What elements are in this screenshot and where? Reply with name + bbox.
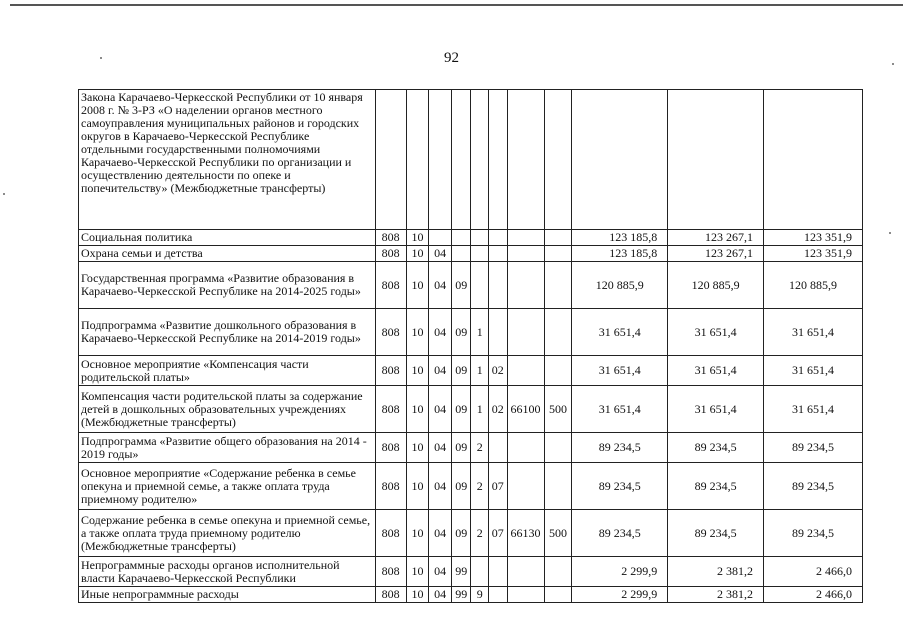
code-cell bbox=[544, 463, 572, 510]
amount-cell: 89 234,5 bbox=[764, 433, 863, 463]
amount-cell: 123 351,9 bbox=[764, 230, 863, 246]
code-cell bbox=[544, 309, 572, 356]
row-name-cell: Охрана семьи и детства bbox=[79, 246, 376, 262]
code-cell: 1 bbox=[471, 356, 489, 386]
code-cell bbox=[488, 90, 507, 230]
code-cell bbox=[544, 356, 572, 386]
amount-cell: 120 885,9 bbox=[572, 262, 668, 309]
scan-speck bbox=[3, 193, 5, 195]
code-cell bbox=[507, 433, 544, 463]
amount-cell: 123 185,8 bbox=[572, 246, 668, 262]
code-cell: 09 bbox=[451, 356, 471, 386]
code-cell bbox=[429, 90, 452, 230]
code-cell: 10 bbox=[406, 309, 429, 356]
row-name-cell: Иные непрограммные расходы bbox=[79, 587, 376, 603]
scan-speck bbox=[889, 232, 891, 234]
amount-cell bbox=[764, 90, 863, 230]
code-cell bbox=[488, 587, 507, 603]
code-cell bbox=[507, 262, 544, 309]
code-cell bbox=[544, 557, 572, 587]
amount-cell: 31 651,4 bbox=[668, 309, 764, 356]
code-cell: 10 bbox=[406, 356, 429, 386]
table-row bbox=[79, 386, 863, 433]
code-cell bbox=[406, 90, 429, 230]
code-cell bbox=[507, 356, 544, 386]
table-body bbox=[79, 90, 863, 603]
code-cell: 808 bbox=[375, 386, 406, 433]
code-cell: 02 bbox=[488, 356, 507, 386]
code-cell: 10 bbox=[406, 246, 429, 262]
code-cell bbox=[507, 309, 544, 356]
code-cell bbox=[488, 433, 507, 463]
code-cell: 66130 bbox=[507, 510, 544, 557]
code-cell: 09 bbox=[451, 433, 471, 463]
amount-cell: 89 234,5 bbox=[572, 433, 668, 463]
code-cell: 04 bbox=[429, 356, 452, 386]
code-cell: 04 bbox=[429, 587, 452, 603]
code-cell bbox=[544, 587, 572, 603]
code-cell: 10 bbox=[406, 262, 429, 309]
code-cell bbox=[488, 262, 507, 309]
amount-cell bbox=[572, 90, 668, 230]
table-row bbox=[79, 557, 863, 587]
code-cell: 66100 bbox=[507, 386, 544, 433]
code-cell bbox=[451, 90, 471, 230]
code-cell: 808 bbox=[375, 309, 406, 356]
amount-cell: 120 885,9 bbox=[668, 262, 764, 309]
code-cell: 2 bbox=[471, 463, 489, 510]
table-row bbox=[79, 433, 863, 463]
row-name-cell: Непрограммные расходы органов исполнительной власти Карачаево-Черкесской Республики bbox=[79, 557, 376, 587]
code-cell: 04 bbox=[429, 433, 452, 463]
code-cell bbox=[544, 246, 572, 262]
code-cell bbox=[429, 230, 452, 246]
amount-cell: 123 185,8 bbox=[572, 230, 668, 246]
amount-cell: 2 381,2 bbox=[668, 587, 764, 603]
code-cell: 808 bbox=[375, 230, 406, 246]
code-cell: 500 bbox=[544, 386, 572, 433]
code-cell: 2 bbox=[471, 433, 489, 463]
amount-cell: 31 651,4 bbox=[668, 386, 764, 433]
row-name-cell: Основное мероприятие «Компенсация части родительской платы» bbox=[79, 356, 376, 386]
code-cell: 808 bbox=[375, 246, 406, 262]
code-cell: 10 bbox=[406, 463, 429, 510]
code-cell: 2 bbox=[471, 510, 489, 557]
scan-top-edge bbox=[10, 4, 903, 6]
code-cell: 07 bbox=[488, 510, 507, 557]
code-cell: 04 bbox=[429, 510, 452, 557]
code-cell: 808 bbox=[375, 356, 406, 386]
code-cell bbox=[507, 230, 544, 246]
code-cell bbox=[544, 90, 572, 230]
page-number: 92 bbox=[444, 50, 459, 66]
code-cell: 09 bbox=[451, 309, 471, 356]
code-cell: 500 bbox=[544, 510, 572, 557]
amount-cell: 89 234,5 bbox=[668, 510, 764, 557]
code-cell: 10 bbox=[406, 557, 429, 587]
code-cell bbox=[544, 230, 572, 246]
amount-cell: 2 466,0 bbox=[764, 587, 863, 603]
code-cell: 808 bbox=[375, 557, 406, 587]
row-name-cell: Государственная программа «Развитие образования в Карачаево-Черкесской Республике на 2014-2025 годы» bbox=[79, 262, 376, 309]
code-cell: 1 bbox=[471, 309, 489, 356]
code-cell: 04 bbox=[429, 262, 452, 309]
amount-cell: 89 234,5 bbox=[764, 510, 863, 557]
code-cell: 808 bbox=[375, 433, 406, 463]
row-name-cell: Компенсация части родительской платы за содержание детей в дошкольных образовательных учреждениях (Межбюджетные трансферты) bbox=[79, 386, 376, 433]
amount-cell: 2 299,9 bbox=[572, 587, 668, 603]
code-cell: 09 bbox=[451, 463, 471, 510]
amount-cell: 89 234,5 bbox=[764, 463, 863, 510]
code-cell: 99 bbox=[451, 587, 471, 603]
code-cell: 07 bbox=[488, 463, 507, 510]
table-row bbox=[79, 463, 863, 510]
table-row bbox=[79, 510, 863, 557]
code-cell bbox=[471, 557, 489, 587]
code-cell: 04 bbox=[429, 386, 452, 433]
code-cell bbox=[507, 587, 544, 603]
table-row bbox=[79, 262, 863, 309]
code-cell: 808 bbox=[375, 587, 406, 603]
amount-cell: 89 234,5 bbox=[668, 433, 764, 463]
budget-table bbox=[78, 89, 863, 603]
amount-cell: 31 651,4 bbox=[764, 356, 863, 386]
code-cell bbox=[544, 433, 572, 463]
code-cell: 10 bbox=[406, 510, 429, 557]
amount-cell: 2 466,0 bbox=[764, 557, 863, 587]
code-cell: 04 bbox=[429, 246, 452, 262]
amount-cell: 31 651,4 bbox=[572, 356, 668, 386]
code-cell: 808 bbox=[375, 262, 406, 309]
code-cell bbox=[507, 557, 544, 587]
amount-cell: 31 651,4 bbox=[764, 386, 863, 433]
amount-cell: 2 299,9 bbox=[572, 557, 668, 587]
code-cell bbox=[507, 90, 544, 230]
row-name-cell: Подпрограмма «Развитие дошкольного образования в Карачаево-Черкесской Республике на 2014-2019 годы» bbox=[79, 309, 376, 356]
code-cell bbox=[471, 262, 489, 309]
code-cell: 04 bbox=[429, 557, 452, 587]
amount-cell: 89 234,5 bbox=[572, 463, 668, 510]
code-cell: 09 bbox=[451, 386, 471, 433]
code-cell bbox=[471, 90, 489, 230]
table-row bbox=[79, 246, 863, 262]
amount-cell: 123 267,1 bbox=[668, 246, 764, 262]
code-cell bbox=[375, 90, 406, 230]
amount-cell: 31 651,4 bbox=[764, 309, 863, 356]
code-cell bbox=[471, 246, 489, 262]
row-name-cell: Социальная политика bbox=[79, 230, 376, 246]
code-cell: 04 bbox=[429, 463, 452, 510]
code-cell bbox=[471, 230, 489, 246]
code-cell: 1 bbox=[471, 386, 489, 433]
row-name-cell: Закона Карачаево-Черкесской Республики от 10 января 2008 г. № 3-РЗ «О наделении органов местного самоуправления муниципальных районов и городских округов в Карачаево-Черкесской Республике отдельными государственными полномочиями Карачаево-Черкесской Республики по организации и осуществлению деятельности по опеке и попечительству» (Межбюджетные трансферты) bbox=[79, 90, 376, 230]
table-row bbox=[79, 90, 863, 230]
code-cell: 10 bbox=[406, 386, 429, 433]
row-name-cell: Содержание ребенка в семье опекуна и приемной семье, а также оплата труда приемному родителю (Межбюджетные трансферты) bbox=[79, 510, 376, 557]
code-cell: 10 bbox=[406, 433, 429, 463]
amount-cell: 31 651,4 bbox=[572, 386, 668, 433]
table-row bbox=[79, 587, 863, 603]
code-cell bbox=[451, 230, 471, 246]
code-cell bbox=[488, 230, 507, 246]
code-cell: 808 bbox=[375, 510, 406, 557]
code-cell bbox=[488, 557, 507, 587]
code-cell: 808 bbox=[375, 463, 406, 510]
table-row bbox=[79, 309, 863, 356]
code-cell: 09 bbox=[451, 262, 471, 309]
amount-cell bbox=[668, 90, 764, 230]
code-cell bbox=[488, 309, 507, 356]
amount-cell: 123 351,9 bbox=[764, 246, 863, 262]
table-row bbox=[79, 230, 863, 246]
row-name-cell: Подпрограмма «Развитие общего образования на 2014 - 2019 годы» bbox=[79, 433, 376, 463]
amount-cell: 31 651,4 bbox=[572, 309, 668, 356]
amount-cell: 123 267,1 bbox=[668, 230, 764, 246]
amount-cell: 120 885,9 bbox=[764, 262, 863, 309]
code-cell: 04 bbox=[429, 309, 452, 356]
amount-cell: 89 234,5 bbox=[668, 463, 764, 510]
amount-cell: 2 381,2 bbox=[668, 557, 764, 587]
code-cell: 9 bbox=[471, 587, 489, 603]
code-cell: 99 bbox=[451, 557, 471, 587]
code-cell: 02 bbox=[488, 386, 507, 433]
code-cell bbox=[507, 463, 544, 510]
code-cell bbox=[488, 246, 507, 262]
row-name-cell: Основное мероприятие «Содержание ребенка в семье опекуна и приемной семье, а также оплата труда приемному родителю» bbox=[79, 463, 376, 510]
amount-cell: 89 234,5 bbox=[572, 510, 668, 557]
code-cell bbox=[507, 246, 544, 262]
code-cell bbox=[544, 262, 572, 309]
table-row bbox=[79, 356, 863, 386]
amount-cell: 31 651,4 bbox=[668, 356, 764, 386]
code-cell: 09 bbox=[451, 510, 471, 557]
code-cell: 10 bbox=[406, 587, 429, 603]
code-cell bbox=[451, 246, 471, 262]
code-cell: 10 bbox=[406, 230, 429, 246]
